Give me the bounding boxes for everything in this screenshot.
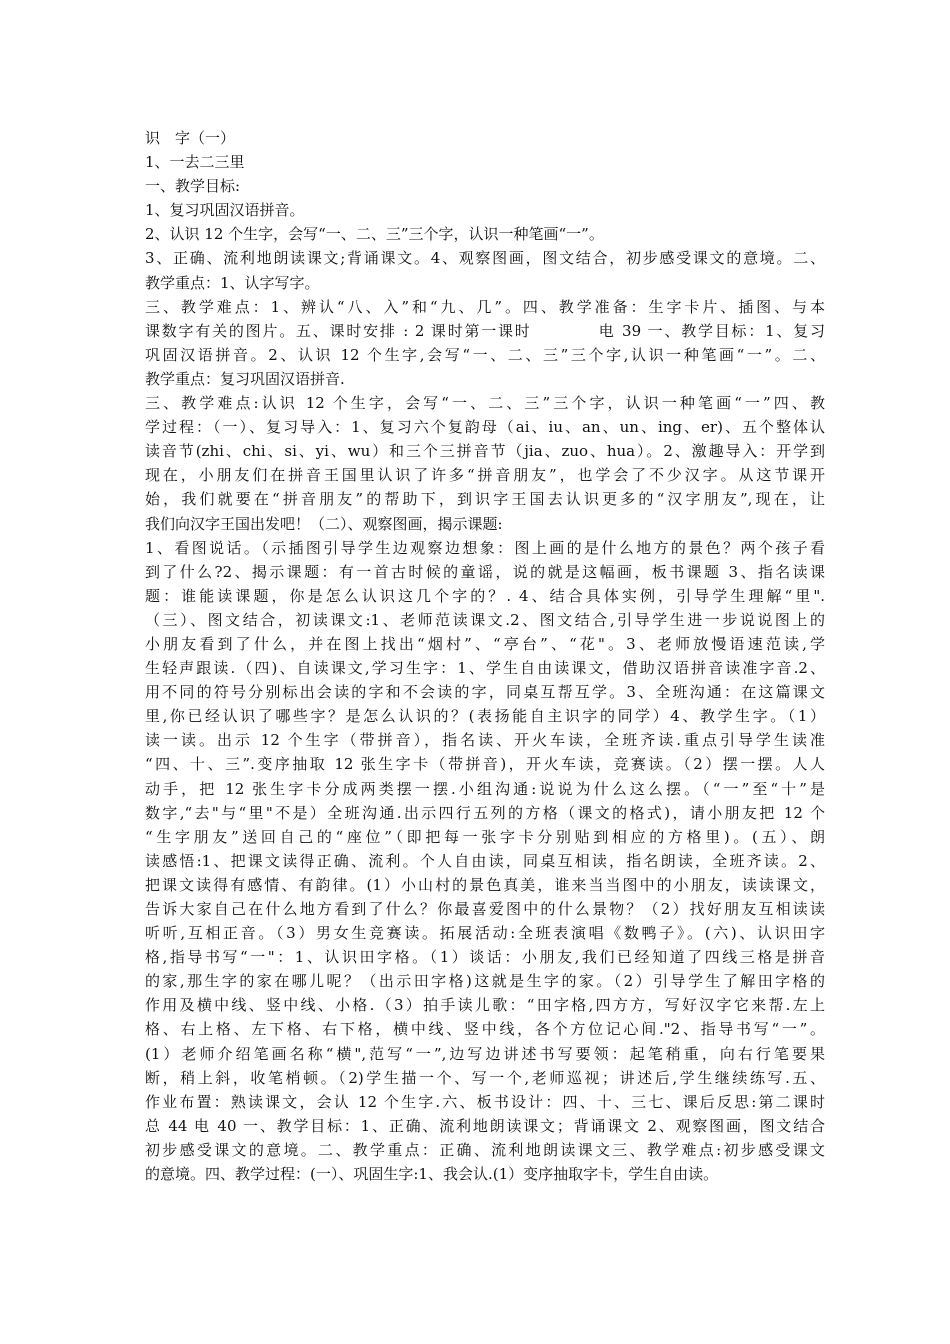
text-line: 课数字有关的图片。五、课时安排 : 2 课时第一课时 电 39 一、教学目标：1、复习 — [145, 321, 825, 340]
text-line: 读一读。出示 12 个生字（带拼音），指名读、开火车读，全班齐读.重点引导学生读准 — [145, 731, 825, 750]
text-line: 1、复习巩固汉语拼音。 — [145, 201, 305, 220]
text-line: 现在，小朋友们在拼音王国里认识了许多“拼音朋友”，也学会了不少汉字。从这节课开 — [145, 466, 825, 485]
document-title: 识 字（一） — [145, 129, 236, 147]
text-line: (1）老师介绍笔画名称“横",范写“一”,边写边讲述书写要领：起笔稍重，向右行笔要果 — [145, 1044, 825, 1063]
text-line: “四、十、三”.变序抽取 12 张生字卡（带拼音)，开火车读，竞赛读。（2）摆一摆。人人 — [145, 755, 825, 774]
text-line: 断，稍上斜，收笔梢顿。（2)学生描一个、写一个,老师巡视；讲述后,学生继续练写.五、 — [145, 1068, 825, 1087]
text-line: 作用及横中线、竖中线、小格.（3）拍手读儿歌：“田字格,四方方，写好汉字它来帮.左上 — [145, 996, 825, 1015]
text-line: 把课文读得有感情、有韵律。(1）小山村的景色真美，谁来当当图中的小朋友，读读课文， — [145, 875, 825, 894]
text-line: 的家,那生字的家在哪儿呢？（出示田字格)这就是生字的家。（2）引导学生了解田字格的 — [145, 972, 825, 991]
text-line: 始，我们就要在“拼音朋友”的帮助下，到识字王国去认识更多的“汉字朋友”,现在，让 — [145, 490, 825, 509]
text-line: 的意境。四、教学过程：(一）、巩固生字:1、我会认.(1）变序抽取字卡，学生自由读。 — [145, 1165, 719, 1184]
text-line: 到了什么?2、揭示课题：有一首古时候的童谣，说的就是这幅画，板书课题 3、指名读课 — [145, 562, 825, 581]
text-line: 3、正确、流利地朗读课文;背诵课文。4、观察图画，图文结合，初步感受课文的意境。二、 — [145, 249, 825, 268]
text-line: 三、教学难点：1、辨认“八、入”和“九、几”。四、教学准备：生字卡片、插图、与本 — [145, 297, 825, 316]
text-line: 生轻声跟读.（四)、自读课文,学习生字：1、学生自由读课文，借助汉语拼音读准字音.2、 — [145, 659, 825, 678]
text-line: 教学重点：1、认字写字。 — [145, 273, 320, 292]
text-line: 学过程：（一）、复习导入：1、复习六个复韵母（ai、iu、an、un、ing、er)、五个整体认 — [145, 418, 825, 437]
text-line: 教学重点：复习巩固汉语拼音. — [145, 369, 345, 388]
text-line: 作业布置：熟读课文，会认 12 个生字.六、板书设计：四、十、三七、课后反思:第二课时 — [145, 1092, 825, 1111]
text-line: 三、教学难点:认识 12 个生字，会写“一、二、三”三个字，认识一种笔画“一”四、教 — [145, 394, 825, 413]
section-heading: 一、教学目标: — [145, 177, 241, 196]
text-line: 里,你已经认识了哪些字？是怎么认识的？(表扬能自主识字的同学）4、教学生字。（1） — [145, 707, 825, 726]
text-line: 读感悟:1、把课文读得正确、流利。个人自由读，同桌互相读，指名朗读，全班齐读。2、 — [145, 851, 825, 870]
document-body — [145, 126, 825, 1186]
text-line: 巩固汉语拼音。2、认识 12 个生字,会写“一、二、三”三个字,认识一种笔画“一”。二、 — [145, 345, 825, 364]
text-line: 我们向汉字王国出发吧！（二）、观察图画，揭示课题: — [145, 514, 503, 533]
text-line: 听听,互相正音。（3）男女生竞赛读。拓展活动:全班表演唱《数鸭子》。(六)、认识田字 — [145, 924, 825, 943]
text-line: （三）、图文结合，初读课文:1、老师范读课文.2、图文结合,引导学生进一步说说图上的 — [145, 610, 825, 629]
text-line: 格、右上格、左下格、右下格，横中线、竖中线，各个方位记心间."2、指导书写“一”。 — [145, 1020, 825, 1039]
text-line: 动手，把 12 张生字卡分成两类摆一摆.小组沟通:说说为什么这么摆。（“一”至“十”是 — [145, 779, 825, 798]
lesson-heading: 1、一去二三里 — [145, 153, 245, 172]
text-line: 小朋友看到了什么，并在图上找出“烟村”、“亭台”、“花"。3、老师放慢语速范读,学 — [145, 634, 825, 653]
text-line: 用不同的符号分别标出会读的字和不会读的字，同桌互帮互学。3、全班沟通：在这篇课文 — [145, 683, 825, 702]
text-line: 初步感受课文的意境。二、教学重点：正确、流利地朗读课文三、教学难点:初步感受课文 — [145, 1140, 825, 1159]
text-line: 告诉大家自己在什么地方看到了什么？你最喜爱图中的什么景物？（2）找好朋友互相读读 — [145, 900, 825, 918]
text-line: “生字朋友”送回自己的“座位”（即把每一张字卡分别贴到相应的方格里)。(五）、朗 — [145, 827, 825, 846]
text-line: 格,指导书写“一"：1、认识田字格。（1）谈话：小朋友,我们已经知道了四线三格是拼音 — [145, 948, 825, 967]
text-line: 总 44 电 40 一、教学目标：1、正确、流利地朗读课文；背诵课文 2、观察图画，图文结合 — [145, 1116, 825, 1135]
text-line: 读音节(zhi、chi、si、yi、wu）和三个三拼音节（jia、zuo、hua）。2、激趣导入：开学到 — [145, 442, 825, 461]
text-line: 1、看图说话。（示插图引导学生边观察边想象：图上画的是什么地方的景色？两个孩子看 — [145, 538, 825, 557]
text-line: 2、认识 12 个生字，会写“一、二、三”三个字，认识一种笔画“一”。 — [145, 225, 604, 244]
text-line: 题：谁能读课题，你是怎么认识这几个字的？. 4、结合具体实例，引导学生理解“里". — [145, 586, 825, 605]
text-line: 数字,“去"与“里"不是）全班沟通.出示四行五列的方格（课文的格式)，请小朋友把 12 个 — [145, 803, 825, 822]
